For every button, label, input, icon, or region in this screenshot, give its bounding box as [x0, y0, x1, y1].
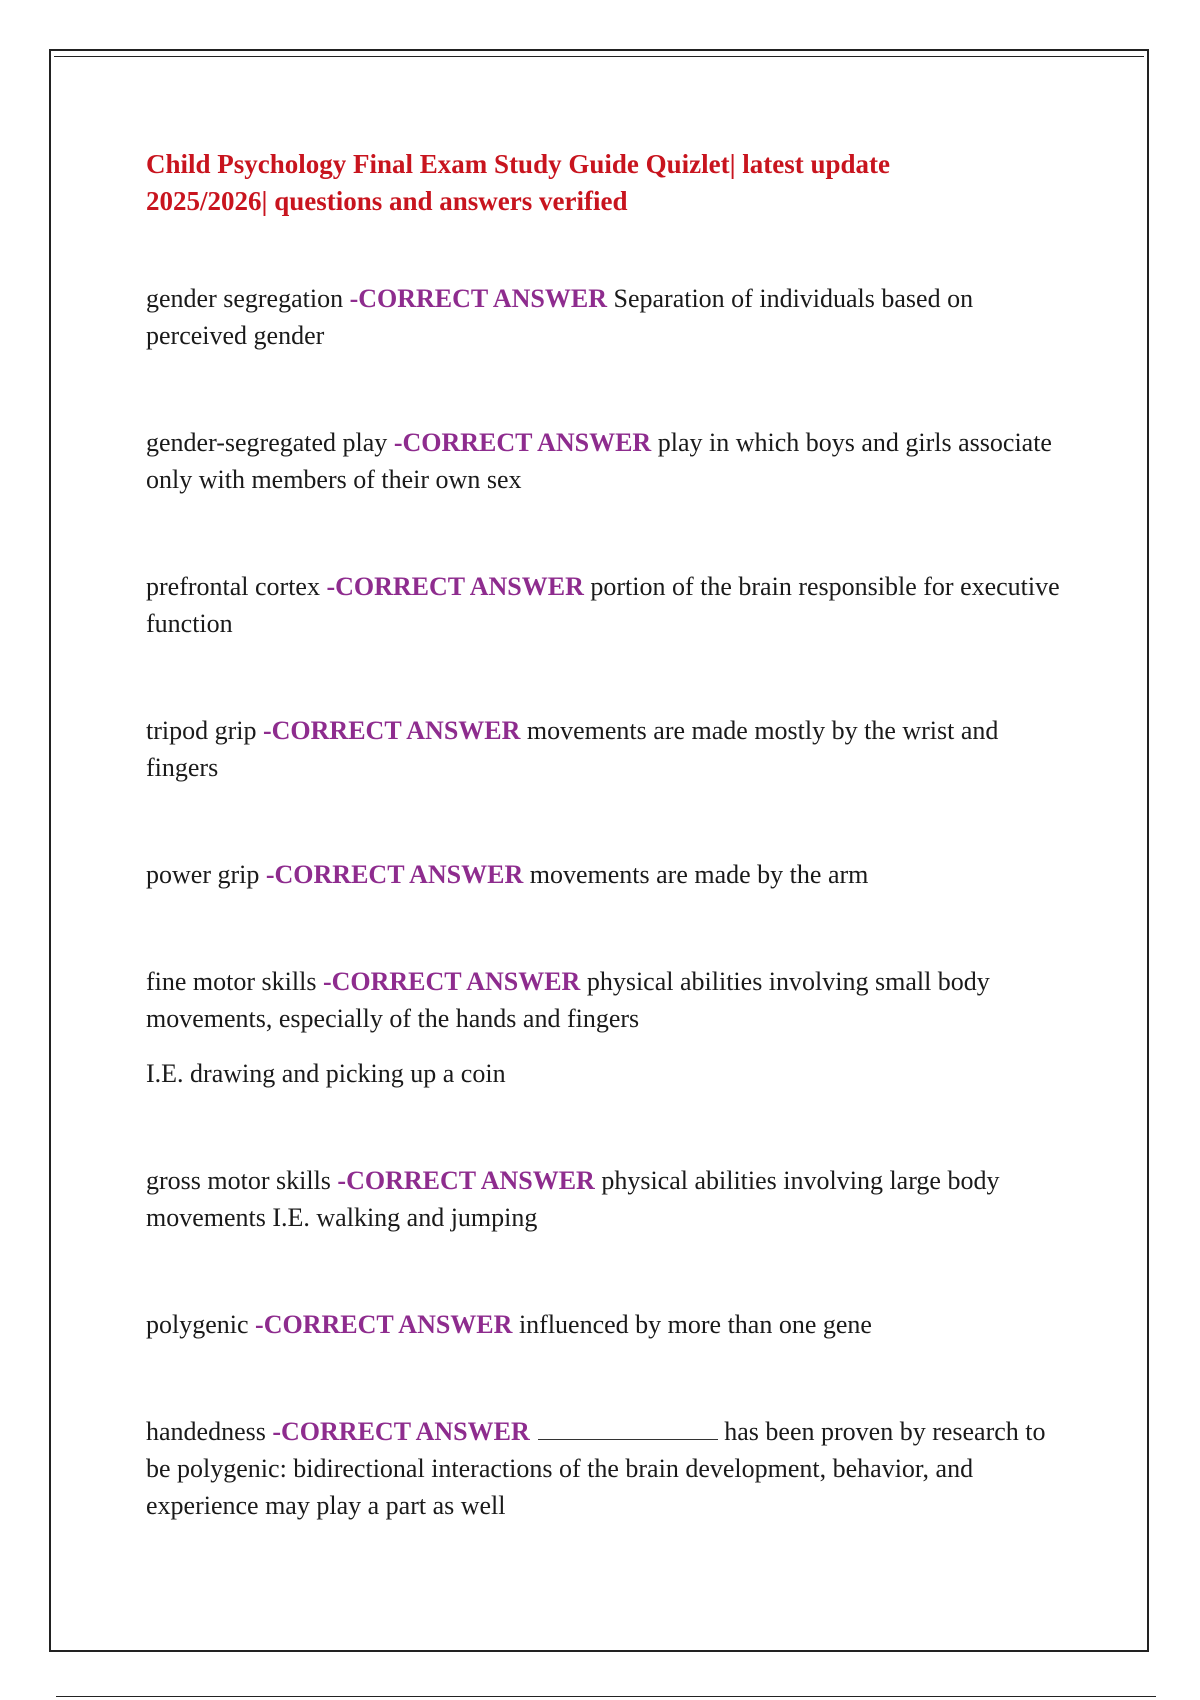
term: gender-segregated play	[146, 428, 394, 457]
definition: has been proven by research to be polygenic: bidirectional interactions of the brain development, behavior, and experience may play a part as well	[146, 1417, 1046, 1520]
correct-answer-tag: -CORRECT ANSWER	[326, 572, 584, 601]
definition: physical abilities involving small body movements, especially of the hands and fingers	[146, 967, 990, 1033]
definition: influenced by more than one gene	[512, 1310, 872, 1339]
qa-item	[146, 1162, 1066, 1236]
term: handedness	[146, 1417, 273, 1446]
qa-item	[146, 963, 1066, 1092]
definition: physical abilities involving large body movements I.E. walking and jumping	[146, 1166, 1000, 1232]
correct-answer-tag: -CORRECT ANSWER	[265, 860, 524, 889]
correct-answer-tag: -CORRECT ANSWER	[272, 1417, 530, 1446]
term: gross motor skills	[146, 1166, 338, 1195]
correct-answer-tag: -CORRECT ANSWER	[255, 1310, 513, 1339]
correct-answer-tag: -CORRECT ANSWER	[322, 967, 581, 996]
definition: Separation of individuals based on perceived gender	[146, 284, 974, 350]
term: fine motor skills	[146, 967, 323, 996]
document-title: Child Psychology Final Exam Study Guide Quizlet| latest update 2025/2026| questions and answers verified	[146, 149, 891, 216]
term: gender segregation	[146, 284, 350, 313]
qa-item	[146, 568, 1066, 642]
page-top-rule	[54, 56, 1144, 57]
qa-item	[146, 424, 1066, 498]
page-bottom-rule	[56, 1696, 1156, 1697]
term: polygenic	[146, 1310, 256, 1339]
term: prefrontal cortex	[146, 572, 327, 601]
term: power grip	[146, 860, 266, 889]
correct-answer-tag: -CORRECT ANSWER	[263, 716, 521, 745]
qa-item	[146, 712, 1066, 786]
document-body	[146, 146, 1066, 1524]
term: tripod grip	[146, 716, 263, 745]
definition: movements are made mostly by the wrist and fingers	[146, 716, 999, 782]
correct-answer-tag: -CORRECT ANSWER	[349, 284, 607, 313]
correct-answer-tag: -CORRECT ANSWER	[393, 428, 652, 457]
qa-item	[146, 280, 1066, 354]
qa-item	[146, 1413, 1066, 1524]
definition: portion of the brain responsible for executive function	[146, 572, 1060, 638]
fill-in-blank	[538, 1413, 718, 1440]
definition: movements are made by the arm	[523, 860, 869, 889]
correct-answer-tag: -CORRECT ANSWER	[337, 1166, 595, 1195]
qa-item	[146, 1306, 1066, 1343]
definition-example: I.E. drawing and picking up a coin	[146, 1059, 506, 1088]
definition: play in which boys and girls associate only with members of their own sex	[146, 428, 1052, 494]
qa-item	[146, 856, 1066, 893]
